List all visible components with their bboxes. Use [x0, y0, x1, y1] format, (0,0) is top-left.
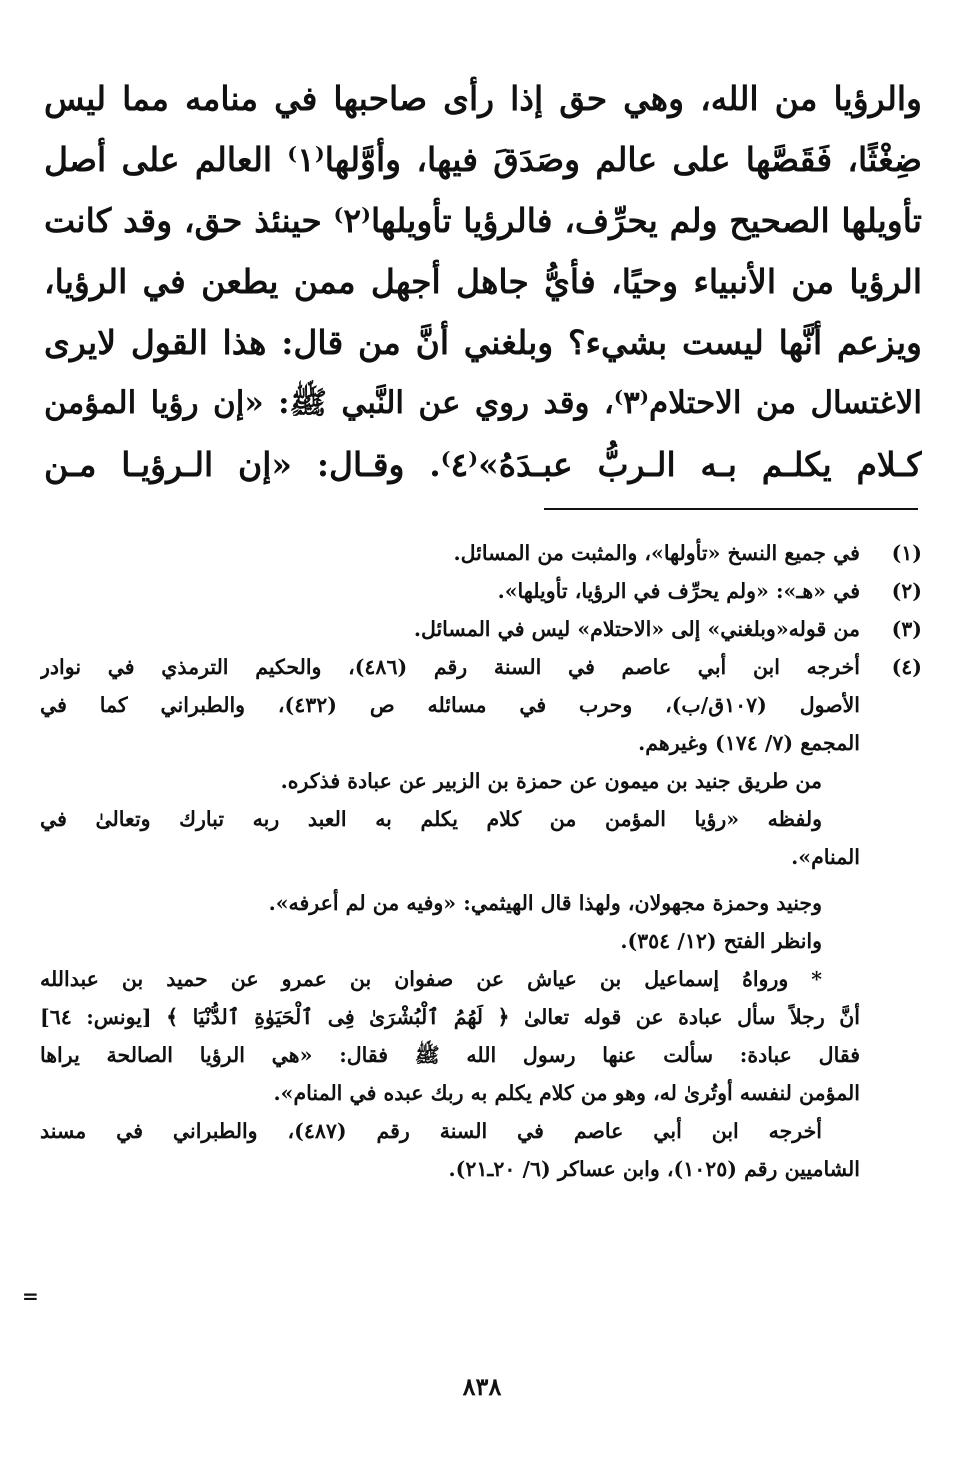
footnote-number: (٢): [891, 579, 922, 603]
footnote-text: في جميع النسخ «تأولها»، والمثبت من المسائل.: [453, 541, 860, 565]
footnotes-section: [40, 534, 922, 1188]
footnote-paragraph: فقال عبادة: سألت عنها رسول الله ﷺ فقال: «هي الرؤيا الصالحة يراها: [40, 1043, 860, 1067]
main-text-block: [44, 68, 922, 495]
footnote-1: [40, 534, 922, 572]
footnote-4: [40, 648, 922, 1188]
footnote-text: في «هـ»: «ولم يحرِّف في الرؤيا، تأويلها».: [497, 579, 860, 603]
footnote-text: المجمع (٧/ ١٧٤) وغيرهم.: [638, 731, 860, 755]
main-text-line: ويزعم أنَّها ليست بشيء؟ وبلغني أنَّ من قال: هذا القول لايرى: [44, 323, 922, 362]
footnote-text: الأصول (١٠٧ق/ب)، وحرب في مسائله ص (٤٣٢)، والطبراني كما في: [40, 693, 860, 717]
footnote-paragraph: المنام».: [791, 845, 860, 869]
footnote-paragraph: * ورواهُ إسماعيل بن عياش عن صفوان بن عمرو عن حميد بن عبدالله: [40, 967, 822, 991]
footnote-text: من قوله«وبلغني» إلى «الاحتلام» ليس في المسائل.: [413, 617, 860, 641]
page-number: ٨٣٨: [462, 1372, 502, 1401]
footnote-3: [40, 610, 922, 648]
main-text-line: كـلام يكلـم بـه الـربُّ عبـدَهُ»⁽٤⁾. وقـال: «إن الـرؤيـا مـن: [44, 445, 922, 484]
footnote-paragraph: أنَّ رجلاً سأل عبادة عن قوله تعالىٰ ﴿ لَهُمُ ٱلْبُشْرَىٰ فِى ٱلْحَيَوٰةِ ٱلدُّنْيَا ﴾ [يونس: ٦٤]: [40, 1005, 860, 1029]
footnote-paragraph: من طريق جنيد بن ميمون عن حمزة بن الزبير عن عبادة فذكره.: [280, 769, 822, 793]
footnote-paragraph: ولفظه «رؤيا المؤمن من كلام يكلم به العبد ربه تبارك وتعالىٰ في: [40, 807, 822, 831]
footnote-paragraph: أخرجه ابن أبي عاصم في السنة رقم (٤٨٧)، والطبراني في مسند: [40, 1119, 822, 1143]
footnote-2: [40, 572, 922, 610]
footnote-number: (٤): [891, 655, 922, 679]
footnote-paragraph: المؤمن لنفسه أوتُرىٰ له، وهو من كلام يكلم به ربك عبده في المنام».: [273, 1081, 860, 1105]
footnote-paragraph: الشاميين رقم (١٠٢٥)، وابن عساكر (٦/ ٢٠ـ٢١).: [448, 1157, 860, 1181]
main-text-line: الرؤيا من الأنبياء وحيًا، فأيُّ جاهل أجهل ممن يطعن في الرؤيا،: [44, 262, 922, 301]
footnote-divider: [544, 508, 918, 510]
spacer: [40, 876, 922, 884]
footnote-text: أخرجه ابن أبي عاصم في السنة رقم (٤٨٦)، والحكيم الترمذي في نوادر: [40, 655, 860, 679]
main-text-line: تأويلها الصحيح ولم يحرِّف، فالرؤيا تأويلها⁽٢⁾ حينئذ حق، وقد كانت: [44, 201, 922, 240]
continuation-mark: =: [22, 1284, 39, 1308]
footnote-number: (١): [891, 541, 922, 565]
footnote-paragraph: وانظر الفتح (١٢/ ٣٥٤).: [620, 929, 822, 953]
main-text-line: والرؤيا من الله، وهي حق إذا رأى صاحبها في منامه مما ليس: [44, 79, 922, 118]
footnote-paragraph: وجنيد وحمزة مجهولان، ولهذا قال الهيثمي: «وفيه من لم أعرفه».: [268, 891, 822, 915]
main-text-line: الاغتسال من الاحتلام⁽٣⁾، وقد روي عن النَّبي ﷺ: «إن رؤيا المؤمن: [44, 385, 922, 421]
main-text-line: ضِغْثًا، فَقَصَّها على عالم وصَدَقَ فيها، وأوَّلها⁽١⁾ العالم على أصل: [44, 140, 922, 179]
footnote-number: (٣): [891, 617, 922, 641]
